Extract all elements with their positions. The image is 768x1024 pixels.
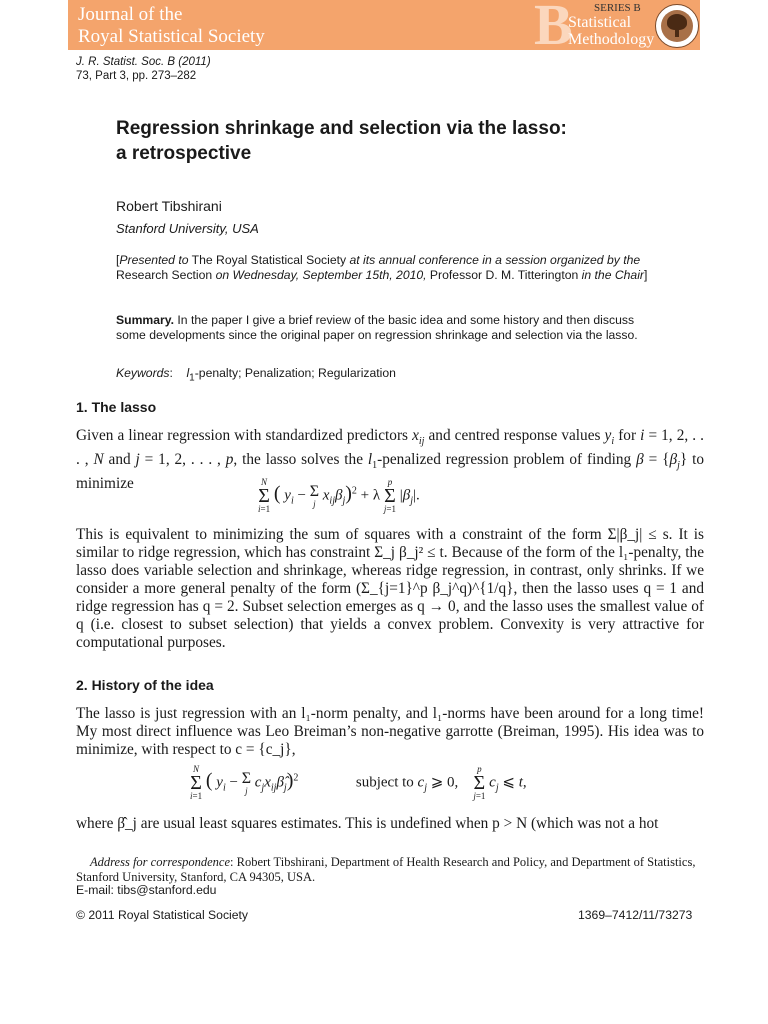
journal-title: [78, 4, 265, 48]
copyright-notice: © 2011 Royal Statistical Society: [76, 908, 249, 922]
section1-paragraph1: Given a linear regression with standardized predictors $x_{ij}$ and centred response values $y_i$ for i = 1, 2, . . . , N and j = 1, 2, . . . , p, the lasso solves the $l_1$-penalized regression problem of finding $\beta = \{\beta_j\}$ to minimize: [76, 427, 704, 493]
author-affiliation: Stanford University, USA: [116, 221, 259, 236]
presented-part: ]: [643, 267, 648, 282]
series-big-letter: B: [534, 0, 573, 57]
presented-part: in the Chair: [581, 267, 644, 282]
presented-part: at its annual conference in a session organized by the: [349, 253, 641, 267]
text-run: for: [614, 427, 641, 444]
title-line2: a retrospective: [116, 143, 252, 164]
equation-constraint-label: subject to: [355, 774, 414, 791]
text-run: to minimize: [76, 451, 704, 493]
series-name-line2: Methodology: [568, 31, 655, 48]
section-heading-lasso: 1. The lasso: [76, 399, 157, 415]
section2-paragraph1: The lasso is just regression with an l₁-norm penalty, and l₁-norms have been around for a long time! My most direct influence was Leo Breiman’s non-negative garrotte (Breiman, 1995). His idea was to minimize, with respect to c = {c_j},: [76, 705, 704, 758]
abstract-summary: [116, 313, 666, 342]
citation: [76, 55, 211, 83]
presented-part: Professor D. M. Titterington: [426, 267, 582, 282]
citation-line1: J. R. Statist. Soc. B (2011): [76, 56, 211, 68]
section2-paragraph2: where β̂_j are usual least squares estimates. This is undefined when p > N (which was not a hot: [76, 815, 659, 832]
correspondence-text: : Robert Tibshirani, Department of Health Research and Policy, and Department of Statistics, Stanford University, Stanford, CA 94305, USA.: [76, 855, 696, 884]
paper-title: [116, 116, 676, 166]
equation-garrotte: N Σ i=1 ( $y_i - \Sigma$ j $c_jx_{ij}\betâ_j)^2$ subject to $c_j$ ⩾ 0, p Σ j=1 $c_j$ ⩽ t,: [190, 764, 527, 801]
journal-banner: [68, 0, 700, 57]
text-run: Given a linear regression with standardized predictors: [76, 427, 413, 444]
keywords-text: -penalty; Penalization; Regularization: [194, 366, 396, 380]
series-name-line1: Statistical: [568, 14, 632, 31]
presentation-note: [116, 253, 666, 282]
presented-part: The Royal Statistical Society: [188, 253, 350, 267]
correspondence-email: E-mail: tibs@stanford.edu: [76, 883, 217, 897]
text-run: , the lasso solves the: [233, 451, 368, 469]
summary-text: In the paper I give a brief review of the basic idea and some history and then discuss some developments since the original paper on regression shrinkage and selection via the lasso.: [116, 313, 638, 342]
section1-paragraph2: This is equivalent to minimizing the sum of squares with a constraint of the form Σ|β_j| ≤ s. It is similar to ridge regression, which has constraint Σ_j β_j² ≤ t. Because of the form of the l₁-penalty, the lasso does variable selection and shrinkage, whereas ridge regression, in contrast, only shrinks. If we consider a more general penalty of the form (Σ_{j=1}^p β_j^q)^{1/q}, then the lasso uses q = 1 and ridge regression has q = 2. Subset selection emerges as q → 0, and the lasso uses the smallest value of q (i.e. closest to subset selection) that yields a convex problem. Convexity is very attractive for computational purposes.: [76, 526, 704, 651]
text-run: and: [103, 451, 136, 469]
text-run: -penalized regression problem of finding: [377, 451, 637, 469]
journal-title-line2: Royal Statistical Society: [78, 26, 265, 47]
title-line1: Regression shrinkage and selection via the lasso:: [116, 118, 567, 139]
series-label: SERIES B: [594, 2, 641, 14]
presented-part: Presented to: [119, 253, 189, 267]
issn-code: 1369–7412/11/73273: [578, 908, 693, 922]
text-run: and centred response values: [424, 427, 605, 444]
correspondence-address: [76, 855, 704, 885]
journal-title-line1: Journal of the: [78, 4, 183, 25]
section-heading-history: 2. History of the idea: [76, 677, 214, 693]
presented-part: [: [116, 253, 120, 267]
presented-part: Research Section: [116, 267, 216, 282]
series-label-block: [568, 2, 654, 48]
correspondence-label: Address for correspondence: [90, 855, 231, 869]
author-name: Robert Tibshirani: [116, 198, 222, 214]
society-seal-icon: [655, 4, 699, 48]
keywords: Keywords: $l_1$-penalty; Penalization; Regularization: [116, 366, 396, 384]
citation-line2: 73, Part 3, pp. 273–282: [76, 70, 197, 82]
keywords-label: Keywords: [116, 366, 170, 380]
equation-lasso: N Σ i=1 ( $y_i - \Sigma$ j $x_{ij}\beta_j)^2 + \lambda$ p Σ j=1 $|\beta_j|$.: [258, 477, 420, 514]
presented-part: on Wednesday, September 15th, 2010,: [215, 267, 427, 282]
summary-label: Summary.: [116, 313, 175, 327]
